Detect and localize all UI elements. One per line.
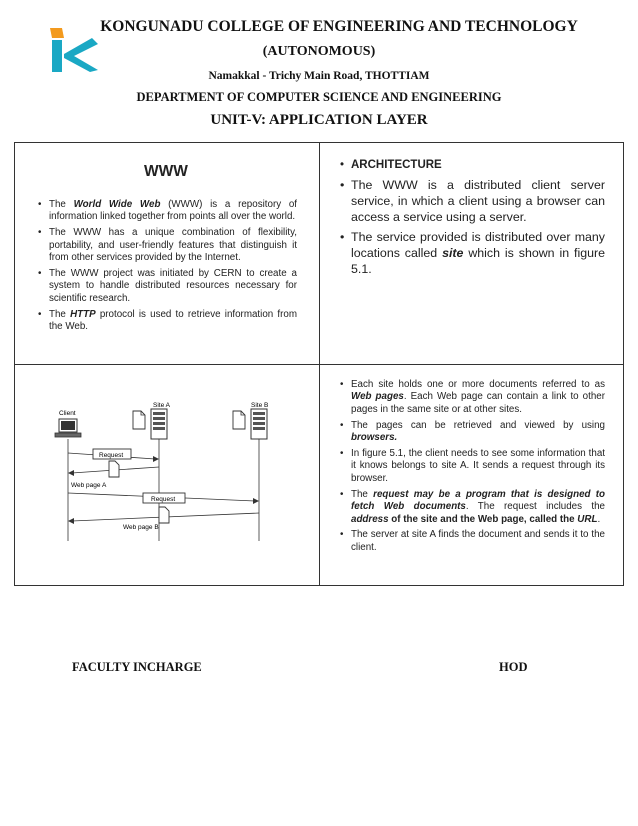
site-b-server-icon (251, 409, 267, 439)
www-bullet-2: • The WWW has a unique combination of flexibility, portability, and user-friendly features that distinguish it from other services provided by the Internet. (35, 227, 297, 264)
request-b-label: Request (151, 496, 176, 503)
site-a-document-icon (133, 411, 145, 429)
client-computer-icon (55, 419, 81, 437)
architecture-bullet-2: • The service provided is distributed over many locations called site which is shown in figure 5.1. (337, 229, 605, 277)
content-grid (14, 142, 624, 586)
web-pages-bullet-1: • Each site holds one or more documents referred to as Web pages. Each Web page can contain a link to other pages in the same site or at other sites. (337, 379, 605, 416)
www-architecture-diagram (51, 395, 301, 545)
cell-diagram (51, 395, 301, 545)
request-a-label: Request (99, 452, 124, 459)
web-page-b-label: Web page B (123, 524, 159, 531)
www-bullets (35, 199, 297, 334)
www-title: WWW (144, 163, 188, 180)
client-label: Client (59, 410, 76, 417)
web-page-a-label: Web page A (71, 482, 107, 489)
faculty-incharge-label: FACULTY INCHARGE (72, 660, 202, 674)
cell-web-pages (337, 379, 605, 558)
architecture-bullet-1: • The WWW is a distributed client server service, in which a client using a browser can access a service using a server. (337, 177, 605, 225)
department-name: DEPARTMENT OF COMPUTER SCIENCE AND ENGINEERING (136, 90, 502, 104)
site-b-document-icon (233, 411, 245, 429)
cell-architecture (337, 157, 605, 281)
web-pages-bullet-5: • The server at site A finds the document and sends it to the client. (337, 529, 605, 554)
architecture-heading: • ARCHITECTURE (337, 157, 605, 173)
autonomous-label: (AUTONOMOUS) (262, 44, 376, 59)
site-b-label: Site B (251, 402, 269, 409)
www-bullet-3: • The WWW project was initiated by CERN to create a system to handle distributed resources necessary for scientific research. (35, 268, 297, 305)
hod-label: HOD (499, 660, 528, 674)
web-page-a-icon (109, 461, 119, 477)
grid-horizontal-divider (15, 364, 623, 365)
web-pages-bullet-2: • The pages can be retrieved and viewed by using browsers. (337, 420, 605, 445)
web-page-b-icon (159, 507, 169, 523)
web-pages-bullets (337, 379, 605, 554)
site-a-server-icon (151, 409, 167, 439)
web-pages-bullet-4: • The request may be a program that is designed to fetch Web documents. The request includes the address of the site and the Web page, called the URL. (337, 489, 605, 526)
college-name: KONGUNADU COLLEGE OF ENGINEERING AND TECHNOLOGY (100, 18, 578, 35)
www-bullet-4: • The HTTP protocol is used to retrieve information from the Web. (35, 309, 297, 334)
unit-title: UNIT-V: APPLICATION LAYER (210, 112, 428, 128)
cell-www (35, 163, 297, 337)
www-bullet-1: • The World Wide Web (WWW) is a repository of information linked together from points all over the world. (35, 199, 297, 224)
web-pages-bullet-3: • In figure 5.1, the client needs to see some information that it knows belongs to site A. It sends a request through its browser. (337, 448, 605, 485)
college-address: Namakkal - Trichy Main Road, THOTTIAM (208, 70, 430, 82)
architecture-bullets (337, 157, 605, 277)
site-a-label: Site A (153, 402, 170, 409)
